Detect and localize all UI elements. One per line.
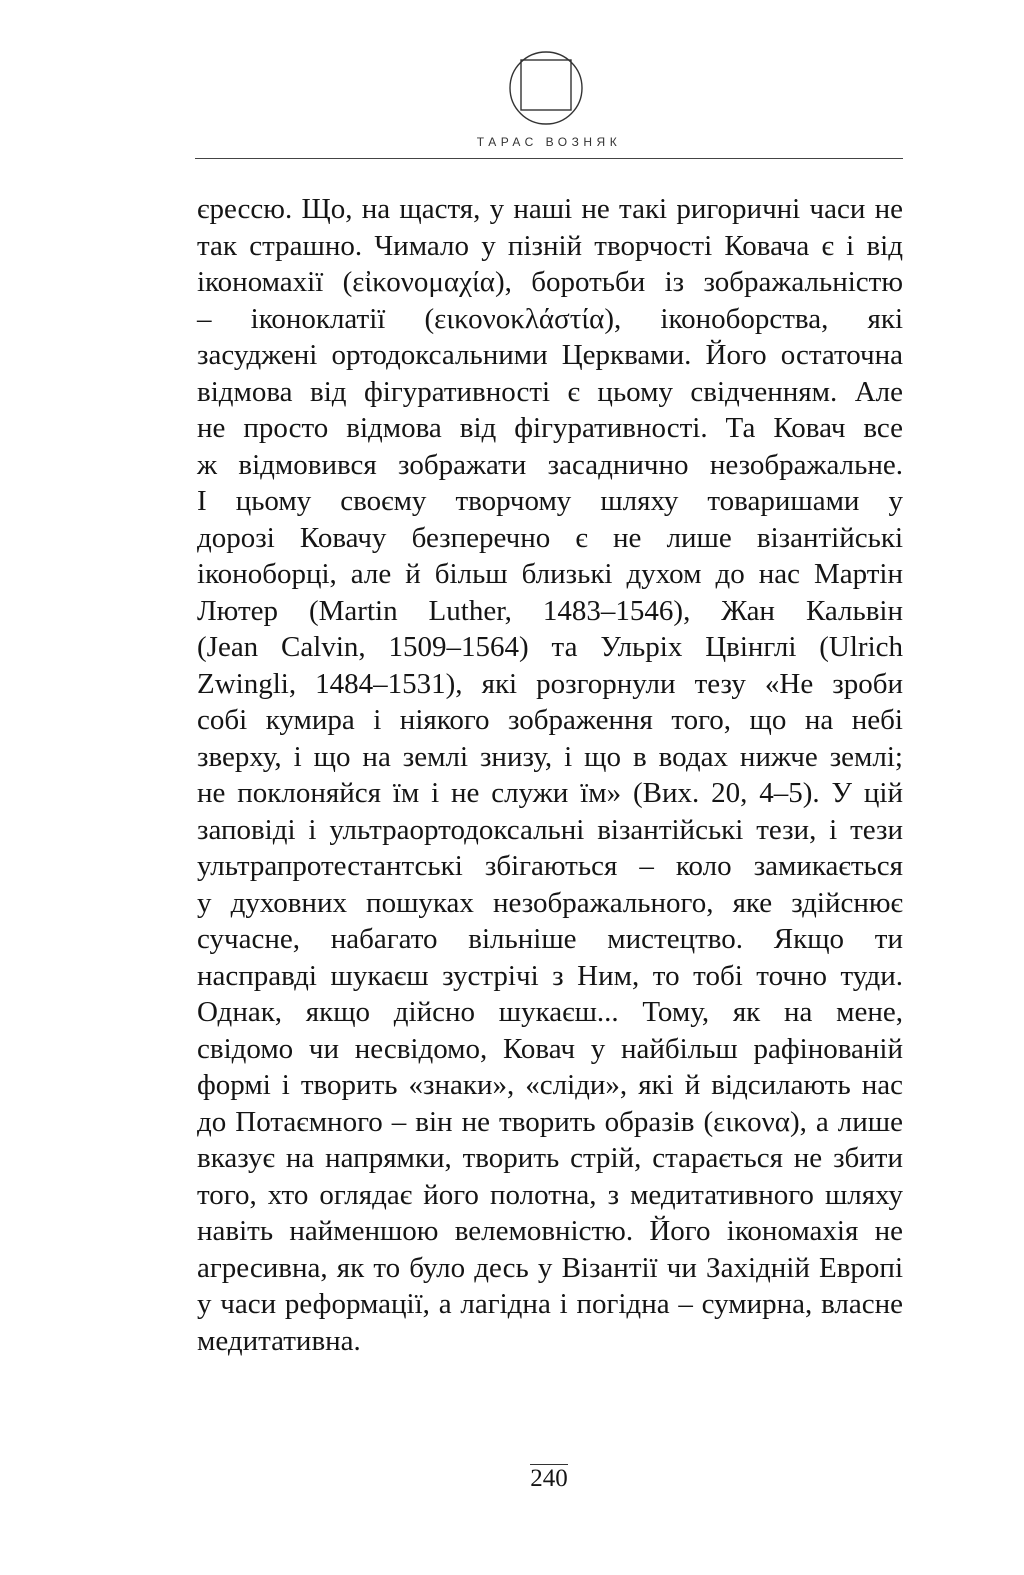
text-line: І цьому своєму творчому шляху товаришами у [197,485,903,517]
page-number-text: 240 [530,1465,568,1492]
text-line: не просто відмова від фігуративності. Та Ковач все [197,412,903,444]
text-line: дорозі Ковачу безперечно є не лише візантійські [197,521,903,554]
text-line: насправді шукаєш зустрічі з Ним, то тобі точно туди. [197,959,903,992]
text-line: іконоборці, але й більш близькі духом до нас Мартін [197,558,903,590]
text-line: – іконоклатії (εικονοκλάστία), іконоборства, які [197,302,903,335]
text-line: свідомо чи несвідомо, Ковач у найбільш рафінованій [197,1032,903,1065]
running-header-author: ТАРАС ВОЗНЯК [476,135,622,149]
text-line: не поклоняйся їм і не служи їм» (Вих. 20, 4–5). У цій [197,777,903,809]
page-number [196,1465,902,1493]
text-line: так страшно. Чимало у пізній творчості Ковача є і від [197,229,903,262]
text-line: Лютер (Martin Luther, 1483–1546), Жан Кальвін [197,594,903,627]
text-line: засуджені ортодоксальними Церквами. Його остаточна [197,339,903,371]
text-line: вказує на напрямки, творить стрій, старається не збити [197,1142,903,1174]
text-line: Zwingli, 1484–1531), які розгорнули тезу «Не зроби [197,667,903,700]
text-line: медитативна. [197,1324,361,1357]
text-line: собі кумира і ніякого зображення того, що на небі [197,704,903,736]
text-line: того, хто оглядає його полотна, з медитативного шляху [197,1178,903,1211]
text-line: агресивна, як то було десь у Візантії чи Західній Европі [197,1251,903,1284]
header-rule [195,158,903,159]
text-line: до Потаємного – він не творить образів (εικονα), а лише [197,1105,903,1138]
text-line: навіть найменшою велемовністю. Його ікономахія не [197,1215,903,1247]
text-line: формі і творить «знаки», «сліди», які й відсилають нас [197,1069,903,1101]
body-text [197,191,903,1359]
text-line: єрессю. Що, на щастя, у наші не такі ригоричні часи не [197,193,903,225]
text-line: у духовних пошуках незображального, яке здійснює [197,886,903,919]
circle-square-logo-icon [508,50,584,126]
text-line: сучасне, набагато вільніше мистецтво. Якщо ти [197,923,903,955]
text-line: відмова від фігуративності є цьому свідченням. Але [197,375,903,408]
text-line: Однак, якщо дійсно шукаєш... Тому, як на мене, [197,996,903,1028]
text-line: у часи реформації, а лагідна і погідна – сумирна, власне [197,1288,903,1320]
text-line: заповіді і ультраортодоксальні візантійські тези, і тези [197,813,903,846]
text-line: (Jean Calvin, 1509–1564) та Ульріх Цвінглі (Ulrich [197,631,903,663]
text-line: ультрапротестантські збігаються – коло замикається [197,850,903,882]
text-line: ж відмовився зображати засаднично незображальне. [197,448,903,481]
text-line: зверху, і що на землі знизу, і що в водах нижче землі; [197,740,903,773]
text-line: ікономахії (εἰκονομαχία), боротьби із зображальністю [197,266,903,298]
